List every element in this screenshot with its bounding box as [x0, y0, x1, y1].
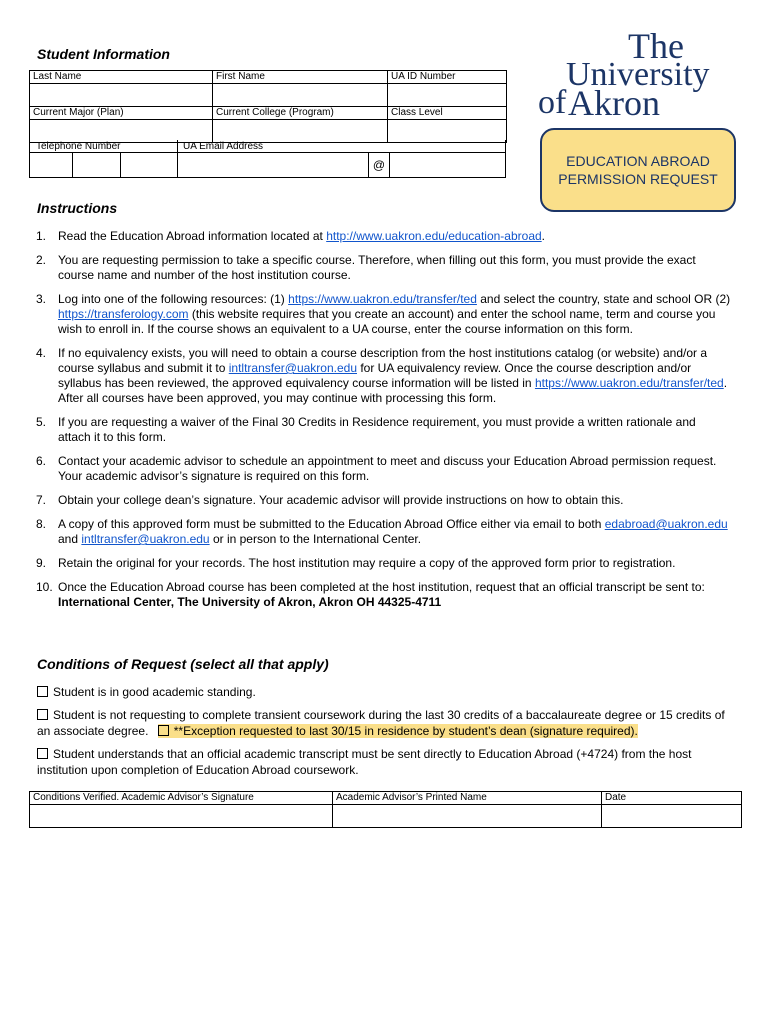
logo-akron: Akron — [568, 83, 660, 123]
college-label: Current College (Program) — [216, 107, 334, 118]
badge-line2: PERMISSION REQUEST — [558, 171, 718, 187]
first-name-field[interactable] — [213, 71, 388, 107]
last-name-label: Last Name — [33, 71, 82, 82]
intltransfer-email-link[interactable]: intltransfer@uakron.edu — [228, 361, 357, 375]
instruction-item: 6. Contact your academic advisor to schedule an appointment to meet and discuss your Education Abroad permission request. Your academic advisor’s signature is required on this form. — [36, 454, 717, 483]
transfer-ted-link[interactable]: https://www.uakron.edu/transfer/ted — [534, 376, 724, 390]
condition-item-1: Student is in good academic standing. — [37, 684, 737, 700]
telephone-input[interactable] — [30, 153, 177, 177]
ua-id-field[interactable] — [388, 71, 507, 107]
instructions-list — [36, 229, 731, 619]
badge-line1: EDUCATION ABROAD — [566, 153, 710, 169]
exception-option: **Exception requested to last 30/15 in residence by student’s dean (signature required). — [158, 724, 638, 738]
date-field[interactable] — [602, 792, 742, 828]
ua-id-label: UA ID Number — [391, 71, 456, 82]
instruction-item: 1. Read the Education Abroad information located at http://www.uakron.edu/education-abroad. — [36, 229, 546, 243]
conditions-title: Conditions of Request (select all that apply) — [37, 656, 329, 672]
instruction-item: 4. If no equivalency exists, you will need to obtain a course description from the host institutions catalog (or website) and/or a course syllabus and submit it to intltransfer@uakron.edu for UA equivalency review. Once the course description and/or syllabus has been reviewed, the approved equivalency course information will be listed in https://www.uakron.edu/transfer/ted. After all courses have been approved, you may continue with processing this form. — [36, 346, 728, 405]
instruction-item: 2. You are requesting permission to take a specific course. Therefore, when filling out this form, you must provide the exact course name and number of the host institution course. — [36, 253, 696, 282]
advisor-printed-name-label: Academic Advisor’s Printed Name — [336, 792, 487, 803]
student-info-title: Student Information — [37, 46, 170, 62]
email-label: UA Email Address — [183, 141, 264, 152]
telephone-label: Telephone Number — [36, 141, 121, 152]
email-input[interactable] — [178, 153, 368, 177]
email-at-sign: @ — [368, 153, 390, 177]
instructions-title: Instructions — [37, 200, 118, 216]
major-label: Current Major (Plan) — [33, 107, 124, 118]
conditions-list — [37, 684, 737, 778]
college-field[interactable] — [213, 107, 388, 143]
advisor-printed-name-field[interactable] — [333, 792, 602, 828]
form-title-badge — [540, 128, 736, 212]
class-level-field[interactable] — [388, 107, 507, 143]
international-center-address: International Center, The University of Akron, Akron OH 44325-4711 — [58, 595, 442, 609]
date-label: Date — [605, 792, 627, 803]
condition-2-checkbox[interactable] — [37, 709, 48, 720]
instruction-item: 5. If you are requesting a waiver of the Final 30 Credits in Residence requirement, you must provide a written rationale and attach it to this form. — [36, 415, 696, 444]
instruction-item: 3. Log into one of the following resources: (1) https://www.uakron.edu/transfer/ted and select the country, state and school OR (2) https://transferology.com (this website requires that you create an account) and enter the school name, term and course you wish to enroll in. If the course shows an equivalent to a UA course, enter the course information on this form. — [36, 292, 731, 336]
advisor-signature-field[interactable] — [30, 792, 333, 828]
last-name-field[interactable] — [30, 71, 213, 107]
advisor-signature-label: Conditions Verified. Academic Advisor’s Signature — [33, 792, 254, 803]
student-info-table — [29, 70, 507, 143]
logo-the: The — [628, 26, 684, 66]
exception-checkbox[interactable] — [158, 725, 169, 736]
condition-item-2: Student is not requesting to complete transient coursework during the last 30 credits of a baccalaureate degree or 15 credits of an associate degree. **Exception requested to last 30/15 in residence by student’s dean (signature required). — [37, 708, 725, 738]
transfer-ted-link[interactable]: https://www.uakron.edu/transfer/ted — [288, 292, 477, 306]
instruction-item: 8. A copy of this approved form must be submitted to the Education Abroad Office either via email to both edabroad@uakron.edu and intltransfer@uakron.edu or in person to the International Center. — [36, 517, 728, 546]
education-abroad-link[interactable]: http://www.uakron.edu/education-abroad — [326, 229, 542, 243]
first-name-label: First Name — [216, 71, 265, 82]
advisor-signature-table — [29, 791, 742, 828]
email-domain-input[interactable] — [390, 153, 505, 177]
condition-1-checkbox[interactable] — [37, 686, 48, 697]
logo-of: of — [538, 84, 567, 121]
instruction-item: 9. Retain the original for your records. The host institution may require a copy of the approved form prior to registration. — [36, 556, 676, 570]
condition-item-3: Student understands that an official academic transcript must be sent directly to Education Abroad (+4724) from the host institution upon completion of Education Abroad coursework. — [37, 747, 692, 777]
condition-3-checkbox[interactable] — [37, 748, 48, 759]
instruction-item: 10. Once the Education Abroad course has been completed at the host institution, request that an official transcript be sent to: International Center, The University of Akron, Akron OH 44325-4711 — [36, 580, 705, 609]
class-level-label: Class Level — [391, 107, 443, 118]
transferology-link[interactable]: https://transferology.com — [58, 307, 189, 321]
instruction-item: 7. Obtain your college dean’s signature. Your academic advisor will provide instructions on how to obtain this. — [36, 493, 624, 507]
edabroad-email-link[interactable]: edabroad@uakron.edu — [604, 517, 728, 531]
contact-row — [29, 140, 506, 178]
logo-university: University — [566, 56, 710, 93]
major-field[interactable] — [30, 107, 213, 143]
intltransfer-email-link[interactable]: intltransfer@uakron.edu — [81, 532, 210, 546]
university-logo — [538, 28, 738, 123]
